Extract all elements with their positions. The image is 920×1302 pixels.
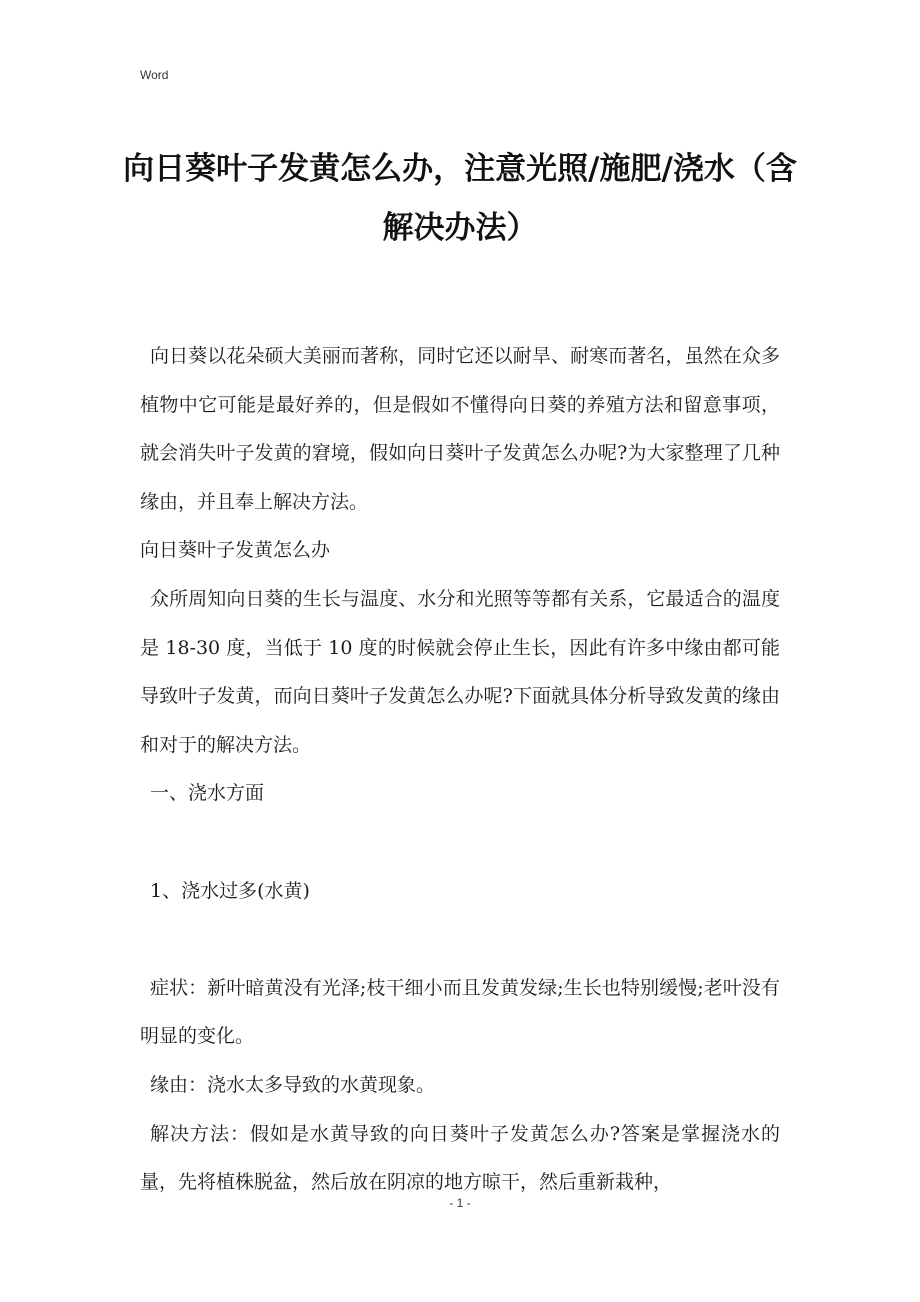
header-app-label: Word — [140, 68, 169, 82]
item-heading-overwatering: 1、浇水过多(水黄) — [150, 879, 310, 902]
subsection-heading-watering: 一、浇水方面 — [150, 782, 265, 805]
paragraph-symptoms: 症状：新叶暗黄没有光泽;枝干细小而且发黄发绿;生长也特别缓慢;老叶没有明显的变化。 — [140, 976, 780, 1048]
document-title: 向日葵叶子发黄怎么办，注意光照/施肥/浇水（含解决办法） — [123, 151, 797, 246]
paragraph-cause: 缘由：浇水太多导致的水黄现象。 — [150, 1073, 436, 1096]
paragraph-solution: 解决方法：假如是水黄导致的向日葵叶子发黄怎么办?答案是掌握浇水的量，先将植株脱盆，然后放在阴凉的地方晾干，然后重新栽种， — [140, 1122, 780, 1194]
document-body — [140, 332, 780, 1207]
section-heading: 向日葵叶子发黄怎么办 — [140, 539, 331, 562]
paragraph-intro: 向日葵以花朵硕大美丽而著称，同时它还以耐旱、耐寒而著名，虽然在众多植物中它可能是最好养的，但是假如不懂得向日葵的养殖方法和留意事项，就会消失叶子发黄的窘境，假如向日葵叶子发黄怎么办呢?为大家整理了几种缘由，并且奉上解决方法。 — [140, 345, 780, 513]
blank-line — [140, 915, 780, 964]
paragraph-overview: 众所周知向日葵的生长与温度、水分和光照等等都有关系，它最适合的温度是 18-30 度，当低于 10 度的时候就会停止生长，因此有许多中缘由都可能导致叶子发黄，而向日葵叶子发黄怎么办呢?下面就具体分析导致发黄的缘由和对于的解决方法。 — [140, 587, 780, 756]
page-number: - 1 - — [449, 1196, 471, 1210]
blank-line — [140, 818, 780, 867]
